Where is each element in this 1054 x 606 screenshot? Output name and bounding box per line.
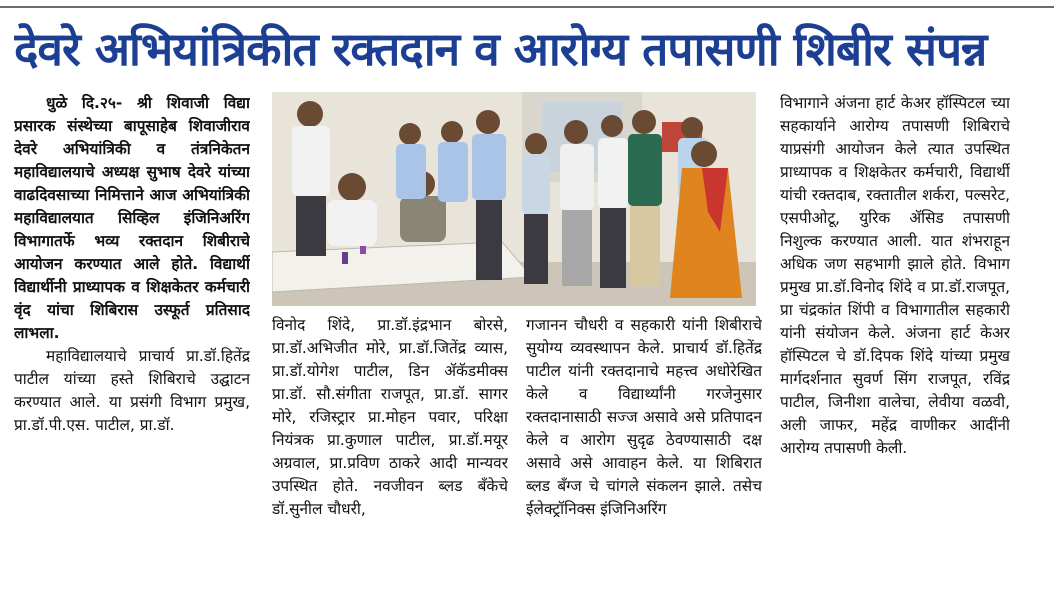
article-column-2: [272, 314, 508, 600]
body-paragraph: विभागाने अंजना हार्ट केअर हॉस्पिटल च्या सहकार्याने आरोग्य तपासणी शिबिराचे याप्रसंगी आयोजन केले त्यात उपस्थित प्राध्यापक व शिक्षकेतर कर्मचारी, विद्यार्थी यांची रक्तदाब, रक्तातील शर्करा, पल्सरेट, एसपीओटू, युरिक ॲसिड तपासणी निशुल्क करण्यात आली. यात शंभराहून अधिक जण सहभागी झाले होते. विभाग प्रमुख प्रा.डॉ.विनोद शिंदे व प्रा.डॉ.राजपूत, प्रा चंद्रकांत शिंपी व विभागातील सहकारी यांनी संयोजन केले. अंजना हार्ट केअर हॉस्पिटल चे डॉ.दिपक शिंदे यांच्या प्रमुख मार्गदर्शनात सुवर्ण सिंग राजपूत, रविंद्र पाटील, जिनीशा वालेचा, लेवीया वळवी, अली जाफर, महेंद्र वाणीकर आदींनी आरोग्य तपासणी केली.: [780, 94, 1010, 457]
article-column-3: [526, 314, 762, 600]
event-photo-illustration: [272, 92, 756, 306]
article-column-1: [14, 92, 250, 598]
headline: देवरे अभियांत्रिकीत रक्तदान व आरोग्य तपासणी शिबीर संपन्न: [14, 22, 987, 76]
event-photo: [272, 92, 756, 306]
article-column-4: [780, 92, 1010, 598]
top-rule: [0, 0, 1054, 8]
body-paragraph: विनोद शिंदे, प्रा.डॉ.इंद्रभान बोरसे, प्रा.डॉ.अभिजीत मोरे, प्रा.डॉ.जितेंद्र व्यास, प्रा.डॉ.योगेश पाटील, डिन ॲकॅडमीक्स प्रा.डॉ. सौ.संगीता राजपूत, प्रा.डॉ. सागर मोरे, रजिस्ट्रार प्रा.मोहन पवार, परिक्षा नियंत्रक प्रा.कुणाल पाटील, प्रा.डॉ.मयूर अग्रवाल, प्रा.प्रविण ठाकरे आदी मान्यवर उपस्थित होते. नवजीवन ब्लड बँकेचे डॉ.सुनील चौधरी,: [272, 316, 508, 518]
body-paragraph: गजानन चौधरी व सहकारी यांनी शिबीराचे सुयोग्य व्यवस्थापन केले. प्राचार्य डॉ.हितेंद्र पाटील यांनी रक्तदानाचे महत्त्व अधोरेखित केले व विद्यार्थ्यांनी गरजेनुसार रक्तदानासाठी सज्ज असावे असे प्रतिपादन केले व आरोग सुदृढ ठेवण्यासाठी दक्ष असावे असे आवाहन केले. या शिबिरात ब्लड बँग्ज चे चांगले संकलन झाले. तसेच ईलेक्ट्रॉनिक्स इंजिनिअरिंग: [526, 316, 762, 518]
lead-paragraph: धुळे दि.२५- श्री शिवाजी विद्या प्रसारक संस्थेच्या बापूसाहेब शिवाजीराव देवरे अभियांत्रिकी व तंत्रनिकेतन महाविद्यालयाचे अध्यक्ष सुभाष देवरे यांच्या वाढदिवसाच्या निमित्ताने आज अभियांत्रिकी महाविद्यालयात सिव्हिल इंजिनिअरिंग विभागातर्फे भव्य रक्तदान शिबीराचे आयोजन करण्यात आले होते. विद्यार्थी विद्यार्थीनी प्राध्यापक व शिक्षकेतर कर्मचारी वृंद यांचा शिबिरास उस्फूर्त प्रतिसाद लाभला.: [14, 94, 250, 342]
body-paragraph: महाविद्यालयाचे प्राचार्य प्रा.डॉ.हितेंद्र पाटील यांच्या हस्ते शिबिराचे उद्घाटन करण्यात आले. या प्रसंगी विभाग प्रमुख, प्रा.डॉ.पी.एस. पाटील, प्रा.डॉ.: [14, 347, 250, 434]
